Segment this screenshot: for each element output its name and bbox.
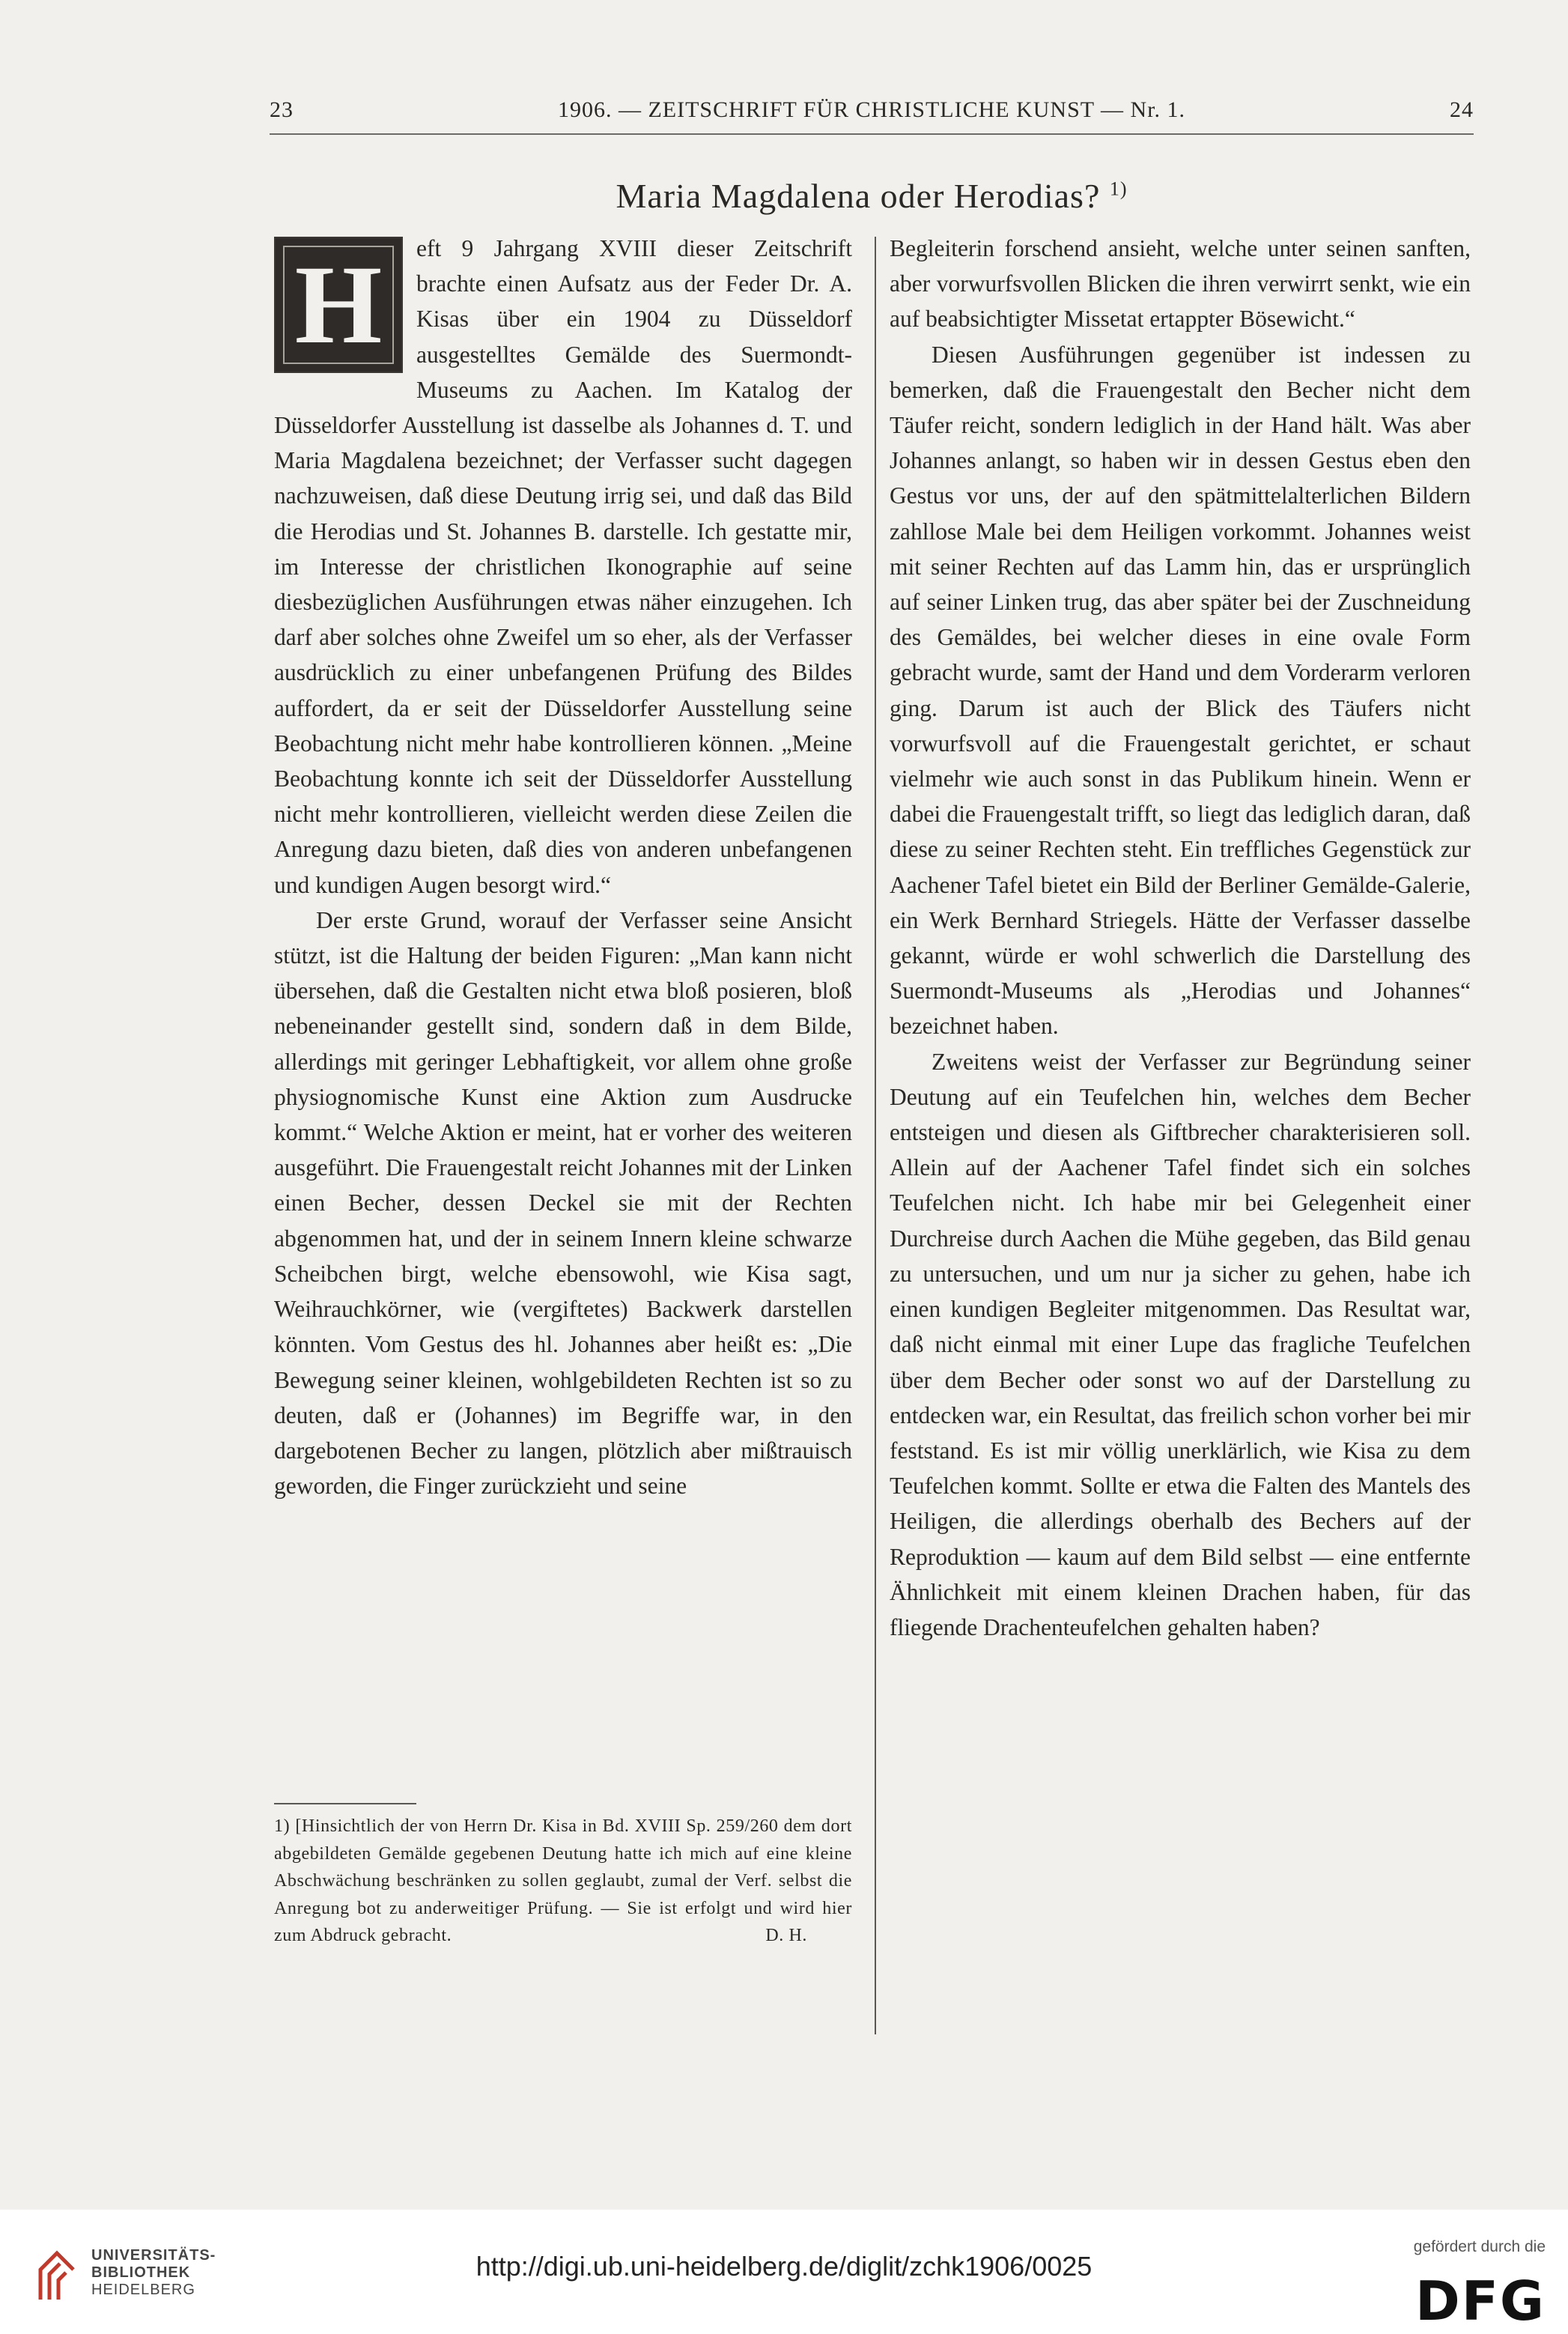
paragraph: Der erste Grund, worauf der Verfasser seine Ansicht stützt, ist die Haltung der beiden Figuren: „Man kann nicht übersehen, daß die Gestalten nicht etwa bloß posieren, bloß nebeneinander gestellt sind, sondern daß in dem Bilde, allerdings mit geringer Lebhaftigkeit, vor allem ohne große physiognomische Kunst eine Aktion zum Ausdrucke kommt.“ Welche Aktion er meint, hat er vorher des weiteren ausgeführt. Die Frauengestalt reicht Johannes mit der Linken einen Becher, dessen Deckel sie mit der Rechten abgenommen hat, und der in seinem Innern kleine schwarze Scheibchen birgt, welche ebensowohl, wie Kisa sagt, Weihrauchkörner, wie (vergiftetes) Backwerk darstellen könnten. Vom Gestus des hl. Johannes aber heißt es: „Die Bewegung seiner kleinen, wohlgebildeten Rechten ist so zu deuten, daß er (Johannes) im Begriffe war, in den dargebotenen Becher zu langen, plötzlich aber mißtrauisch geworden, die Finger zurückzieht und seine	[274, 906, 852, 1500]
library-name-line: BIBLIOTHEK	[91, 2264, 191, 2281]
library-name-line: UNIVERSITÄTS-	[91, 2247, 216, 2264]
funder-label: gefördert durch die	[1413, 2238, 1546, 2255]
initial-letter: H	[294, 243, 383, 367]
footnote	[274, 1813, 852, 1950]
footnote-signature: D. H.	[765, 1926, 807, 1945]
paragraph: Begleiterin forschend ansieht, welche unter seinen sanften, aber vorwurfsvollen Blicken die ihren verwirrt senkt, wie ein auf beabsichtigter Missetat ertappter Bösewicht.“	[890, 235, 1471, 333]
paragraph-text: eft 9 Jahrgang XVIII dieser Zeitschrift brachte einen Aufsatz aus der Feder Dr. A. Kisas über ein 1904 zu Düsseldorf ausgestelltes Gemälde des Suermondt-Museums zu Aachen. Im Katalog der Düsseldorfer Ausstellung ist dasselbe als Johannes d. T. und Maria Magdalena bezeichnet; der Verfasser sucht dagegen nachzuweisen, daß diese Deutung irrig sei, und daß das Bild die Herodias und St. Johannes B. darstelle. Ich gestatte mir, im Interesse der christlichen Ikonographie auf seine diesbezüglichen Ausführungen etwas näher einzugehen. Ich darf aber solches ohne Zweifel um so eher, als der Verfasser ausdrücklich zu einer unbefangenen Prüfung des Bildes auffordert, da er seit der Düsseldorfer Ausstellung seine Beobachtung nicht mehr habe kontrollieren können. „Meine Beobachtung konnte ich seit der Düsseldorfer Ausstellung nicht mehr kontrollieren, vielleicht werden diese Zeilen die Anregung dazu bieten, daß dies von anderen unbefangenen und kundigen Augen besorgt wird.“	[274, 235, 852, 898]
article-title	[270, 176, 1474, 216]
footnote-text: 1) [Hinsichtlich der von Herrn Dr. Kisa in Bd. XVIII Sp. 259/260 dem dort abgebildeten Gemälde gegebenen Deutung hatte ich mich auf eine kleine Abschwächung beschränken zu sollen geglaubt, zumal der Verf. selbst die Anregung bot zu anderweitiger Prüfung. — Sie ist erfolgt und wird hier zum Abdruck gebracht.	[274, 1816, 852, 1945]
running-header	[270, 97, 1474, 132]
footnote-rule	[274, 1803, 416, 1804]
permalink[interactable]: http://digi.ub.uni-heidelberg.de/diglit/zchk1906/0025	[475, 2251, 1093, 2282]
paragraph	[274, 231, 852, 903]
decorated-initial	[274, 237, 403, 373]
article-title-text: Maria Magdalena oder Herodias?	[616, 177, 1101, 215]
header-rule	[270, 133, 1474, 135]
column-number-right: 24	[1450, 97, 1474, 122]
dfg-logo: DFG	[1414, 2270, 1546, 2333]
column-divider	[875, 237, 876, 2034]
title-footnote-marker: 1)	[1109, 178, 1128, 200]
library-name-line: HEIDELBERG	[91, 2282, 195, 2298]
right-column	[890, 231, 1471, 1645]
paragraph: Diesen Ausführungen gegenüber ist indessen zu bemerken, daß die Frauengestalt den Becher nicht dem Täufer reicht, sondern lediglich in der Hand hält. Was aber Johannes anlangt, so haben wir in dessen Gestus eben den Gestus vor uns, der auf den spätmittelalterlichen Bildern zahllose Male bei dem Heiligen vorkommt. Johannes weist mit seiner Rechten auf das Lamm hin, das er ursprünglich auf seiner Linken trug, das aber später bei der Zuschneidung des Gemäldes, bei welcher dieses in eine ovale Form gebracht wurde, samt der Hand und dem Vorderarm verloren ging. Darum ist auch der Blick des Täufers nicht vorwurfsvoll auf die Frauengestalt gerichtet, er schaut vielmehr wie auch sonst in das Publikum hinein. Wenn er dabei die Frauengestalt trifft, so liegt das lediglich daran, daß diese zu seiner Rechten steht. Ein treffliches Gegenstück zur Aachener Tafel bietet ein Bild der Berliner Gemälde-Galerie, ein Werk Bernhard Striegels. Hätte der Verfasser dasselbe gekannt, würde er wohl schwerlich die Darstellung des Suermondt-Museums als „Herodias und Johannes“ bezeichnet haben.	[890, 341, 1471, 1040]
column-number-left: 23	[270, 97, 294, 122]
left-column	[274, 231, 852, 1503]
journal-header: 1906. — ZEITSCHRIFT FÜR CHRISTLICHE KUNST — Nr. 1.	[557, 97, 1186, 122]
paragraph: Zweitens weist der Verfasser zur Begründung seiner Deutung auf ein Teufelchen hin, welches dem Becher entsteigen und diesen als Giftbrecher charakterisieren soll. Allein auf der Aachener Tafel findet sich ein solches Teufelchen nicht. Ich habe mir bei Gelegenheit einer Durchreise durch Aachen die Mühe gegeben, das Bild genau zu untersuchen, und um nur ja sicher zu gehen, habe ich einen kundigen Begleiter mitgenommen. Das Resultat war, daß nicht einmal mit einer Lupe das fragliche Teufelchen über dem Becher oder sonst wo auf der Darstellung zu entdecken war, ein Resultat, das freilich schon vorher bei mir feststand. Es ist mir völlig unerklärlich, wie Kisa zu dem Teufelchen kommt. Sollte er etwa die Falten des Mantels des Heiligen, die allerdings oberhalb des Bechers auf der Reproduktion — kaum auf dem Bild selbst — eine entfernte Ähnlichkeit mit einem kleinen Drachen haben, für das fliegende Drachenteufelchen gehalten haben?	[890, 1048, 1471, 1640]
